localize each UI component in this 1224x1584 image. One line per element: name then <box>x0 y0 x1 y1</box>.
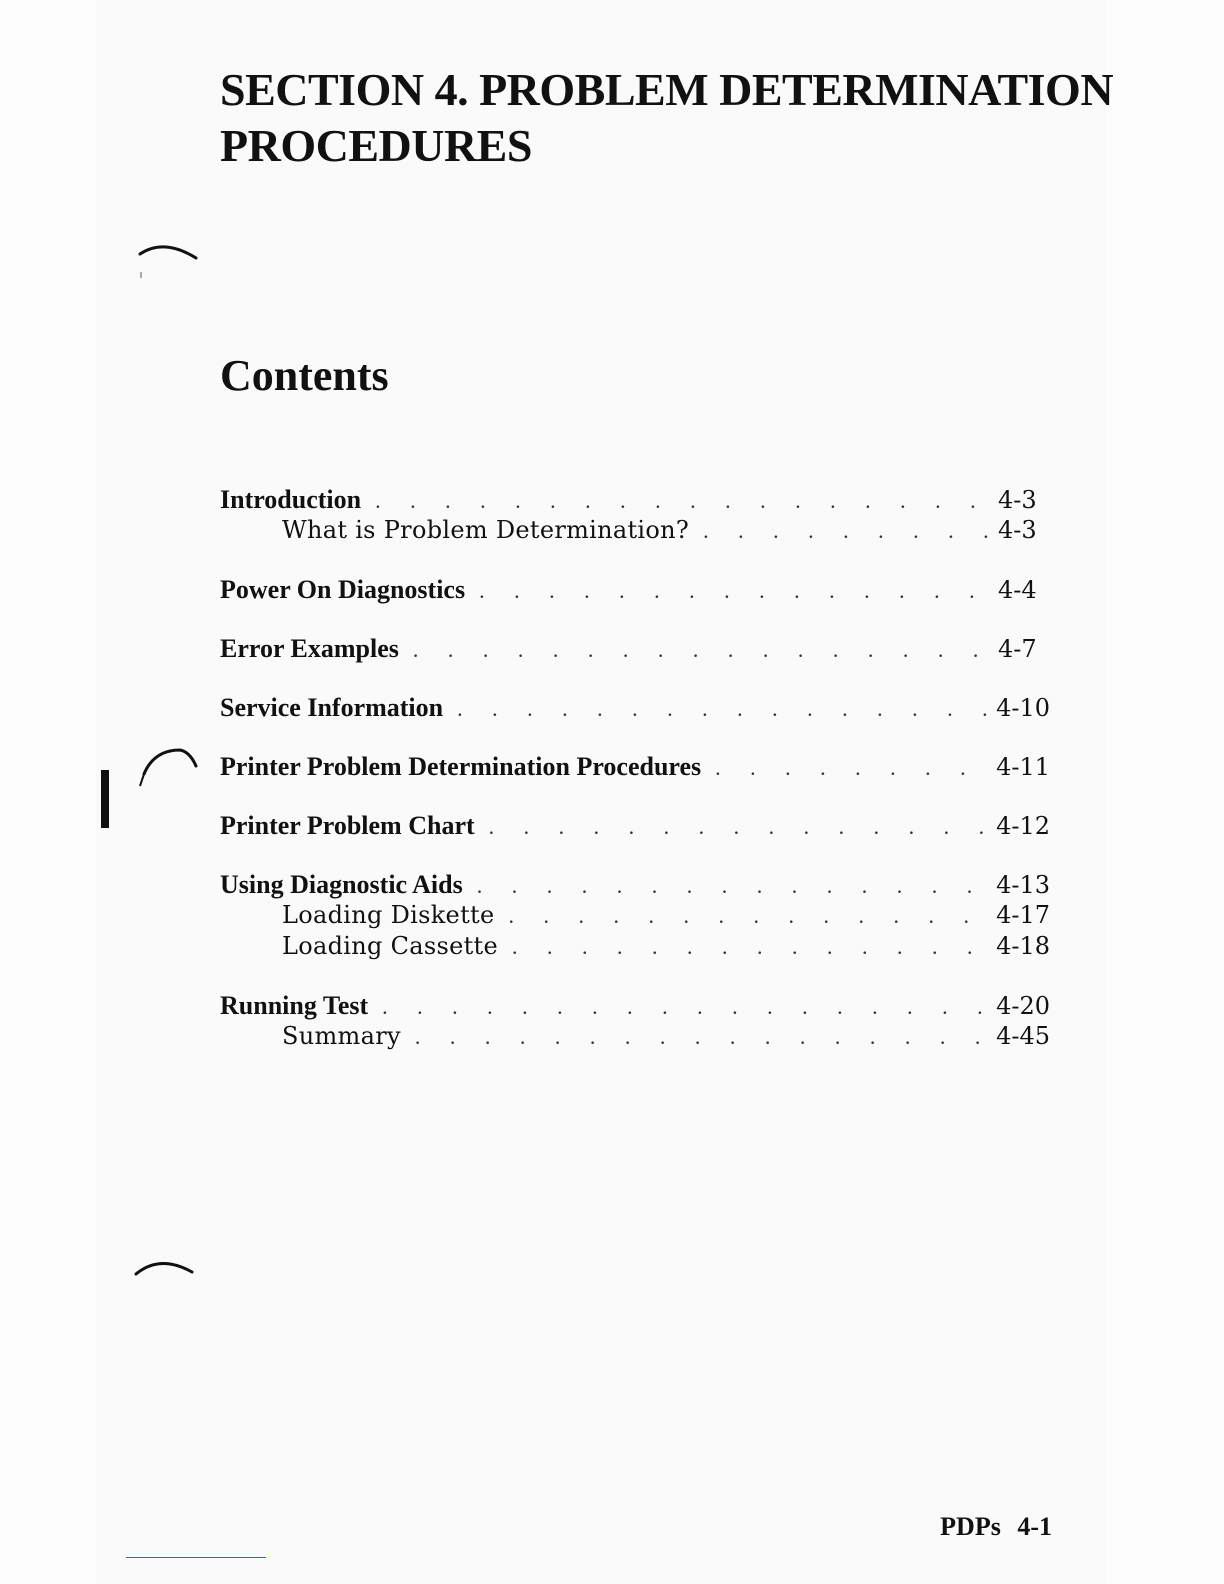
toc-entry-label: Power On Diagnostics <box>220 575 466 604</box>
toc-page-number: 4-17 <box>996 901 1050 929</box>
toc-page-number: 4-3 <box>998 516 1037 544</box>
toc-leader-dots <box>457 693 988 724</box>
toc-group <box>220 751 1050 782</box>
toc-page-number: 4-45 <box>996 1022 1050 1050</box>
toc-leader-dots <box>508 900 988 931</box>
toc-subentry <box>220 515 1050 546</box>
toc-entry <box>220 484 1050 515</box>
footer-rule <box>126 1557 266 1558</box>
toc-entry-label: Using Diagnostic Aids <box>220 870 463 899</box>
toc-leader-dots <box>413 634 990 665</box>
toc-leader-dots <box>479 575 990 606</box>
toc-entry <box>220 810 1050 841</box>
toc-group <box>220 692 1050 723</box>
toc-group <box>220 869 1050 962</box>
toc-group <box>220 990 1050 1052</box>
toc-entry-label: Summary <box>282 1022 401 1050</box>
toc-page-number: 4-4 <box>998 576 1037 604</box>
toc-entry-label: Error Examples <box>220 634 399 663</box>
toc-page-number: 4-12 <box>996 812 1050 840</box>
page-footer <box>940 1512 1052 1542</box>
toc-entry <box>220 990 1050 1021</box>
toc-entry <box>220 869 1050 900</box>
toc-group <box>220 574 1050 605</box>
toc-leader-dots <box>415 1021 988 1052</box>
toc-group <box>220 633 1050 664</box>
toc-entry-label: What is Problem Determination? <box>282 516 690 544</box>
toc-entry-label: Loading Diskette <box>282 901 495 929</box>
toc-page-number: 4-11 <box>996 753 1050 781</box>
table-of-contents <box>220 484 1050 1080</box>
contents-heading: Contents <box>220 351 389 400</box>
section-title-line2: PROCEDURES <box>220 120 532 171</box>
toc-page-number: 4-3 <box>998 486 1037 514</box>
toc-leader-dots <box>715 752 988 783</box>
toc-leader-dots <box>512 931 988 962</box>
toc-entry <box>220 751 1050 782</box>
toc-entry <box>220 692 1050 723</box>
punch-mark-middle <box>124 740 200 790</box>
toc-page-number: 4-18 <box>996 932 1050 960</box>
toc-subentry <box>220 931 1050 962</box>
toc-page-number: 4-13 <box>996 871 1050 899</box>
section-title-line1: SECTION 4. PROBLEM DETERMINATION <box>220 64 1114 115</box>
footer-label: PDPs <box>940 1512 1001 1541</box>
revision-bar <box>101 770 109 828</box>
toc-group <box>220 484 1050 546</box>
toc-leader-dots <box>477 870 988 901</box>
toc-entry-label: Introduction <box>220 485 362 514</box>
toc-entry <box>220 574 1050 605</box>
toc-entry-label: Loading Cassette <box>282 932 498 960</box>
toc-entry <box>220 633 1050 664</box>
punch-mark-top <box>134 236 204 282</box>
toc-entry-label: Printer Problem Determination Procedures <box>220 752 702 781</box>
toc-leader-dots <box>703 515 990 546</box>
footer-page-number: 4-1 <box>1017 1512 1052 1541</box>
toc-leader-dots <box>489 811 988 842</box>
toc-subentry <box>220 900 1050 931</box>
toc-leader-dots <box>375 485 990 516</box>
toc-subentry <box>220 1021 1050 1052</box>
toc-page-number: 4-20 <box>996 992 1050 1020</box>
toc-entry-label: Service Information <box>220 693 444 722</box>
toc-page-number: 4-7 <box>998 635 1037 663</box>
toc-leader-dots <box>382 991 988 1022</box>
punch-mark-bottom <box>130 1248 200 1288</box>
toc-entry-label: Printer Problem Chart <box>220 811 475 840</box>
section-title <box>220 62 1120 174</box>
toc-group <box>220 810 1050 841</box>
toc-entry-label: Running Test <box>220 991 369 1020</box>
toc-page-number: 4-10 <box>996 694 1050 722</box>
